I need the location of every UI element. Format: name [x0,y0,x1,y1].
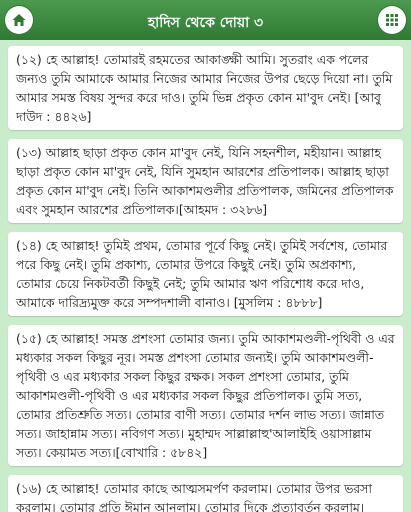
dua-card [8,46,403,130]
dua-text: (১৫) হে আল্লাহ! সমস্ত প্রশংসা তোমার জন্য। তুমি আকাশমণ্ডলী-পৃথিবী ও এর মধ্যকার সকল কিছুর নূর। সমস্ত প্রশংসা তোমার জন্যই। তুমি আকাশমণ্ডলী-পৃথিবী ও এর মধ্যকার সকল কিছুর রক্ষক। সকল প্রশংসা তোমার, তুমি আকাশমণ্ডলী-পৃথিবী ও এর মধ্যকার সকল কিছুর প্রতিপালক। তুমি সত্য, তোমার প্রতিশ্রুতি সত্য। তোমার বাণী সত্য। তোমার দর্শন লাভ সত্য। জান্নাত সত্য। জাহান্নাম সত্য। নবিগণ সত্য। মুহাম্মদ সাল্লাল্লাহু'আলাইহি ওয়াসাল্লাম সত্য। কেয়ামত সত্য।[বোখারি : ৫৮৪২] [16,331,395,460]
dua-list[interactable] [0,40,411,512]
dua-card [8,475,403,512]
dua-text: (১৪) হে আল্লাহ! তুমিই প্রথম, তোমার পূর্বে কিছু নেই। তুমিই সর্বশেষ, তোমার পরে কিছু নেই। তুমি প্রকাশ্য, তোমার উপরে কিছুই নেই। তুমি অপ্রকাশ্য, তোমার চেয়ে নিকটবর্তী কিছুই নেই; তুমি আমার ঋণ পরিশোধ করে দাও, আমাকে দারিদ্র্যমুক্ত করে সম্পদশালী বানাও। [মুসলিম : ৪৮৮৮] [16,238,388,310]
top-bar [0,0,411,40]
dua-card [8,139,403,223]
dua-text: (১২) হে আল্লাহ! তোমারই রহমতের আকাঙ্ক্ষী আমি। সুতরাং এক পলের জন্যও তুমি আমাকে আমার নিজের আমার নিজের উপর ছেড়ে দিয়ো না। তুমি আমার সমস্ত বিষয় সুন্দর করে দাও। তুমি ভিন্ন প্রকৃত কোন মা'বুদ নেই। [আবু দাউদ : ৪৪২৬] [16,52,393,124]
page-title: হাদিস থেকে দোয়া ৩ [147,15,264,31]
grid-menu-icon [384,12,400,28]
dua-card [8,232,403,316]
menu-button[interactable] [378,6,406,34]
dua-card [8,325,403,466]
dua-text: (১৬) হে আল্লাহ! তোমার কাছে আত্মসমর্পণ করলাম। তোমার উপর ভরসা করলাম। তোমার প্রতি ঈমান আনলাম। তোমার দিকে প্রত্যাবর্তন করলাম। [16,481,372,512]
dua-text: (১৩) আল্লাহ ছাড়া প্রকৃত কোন মা'বুদ নেই, যিনি সহনশীল, মহীয়ান। আল্লাহ ছাড়া প্রকৃত কোন মা'বুদ নেই, যিনি সুমহান আরশের প্রতিপালক। আল্লাহ ছাড়া প্রকৃত কোন মা'বুদ নেই। তিনি আকাশমণ্ডলীর প্রতিপালক, জমিনের প্রতিপালক এবং সুমহান আরশের প্রতিপালক।[আহমদ : ৩২৮৬] [16,145,394,217]
